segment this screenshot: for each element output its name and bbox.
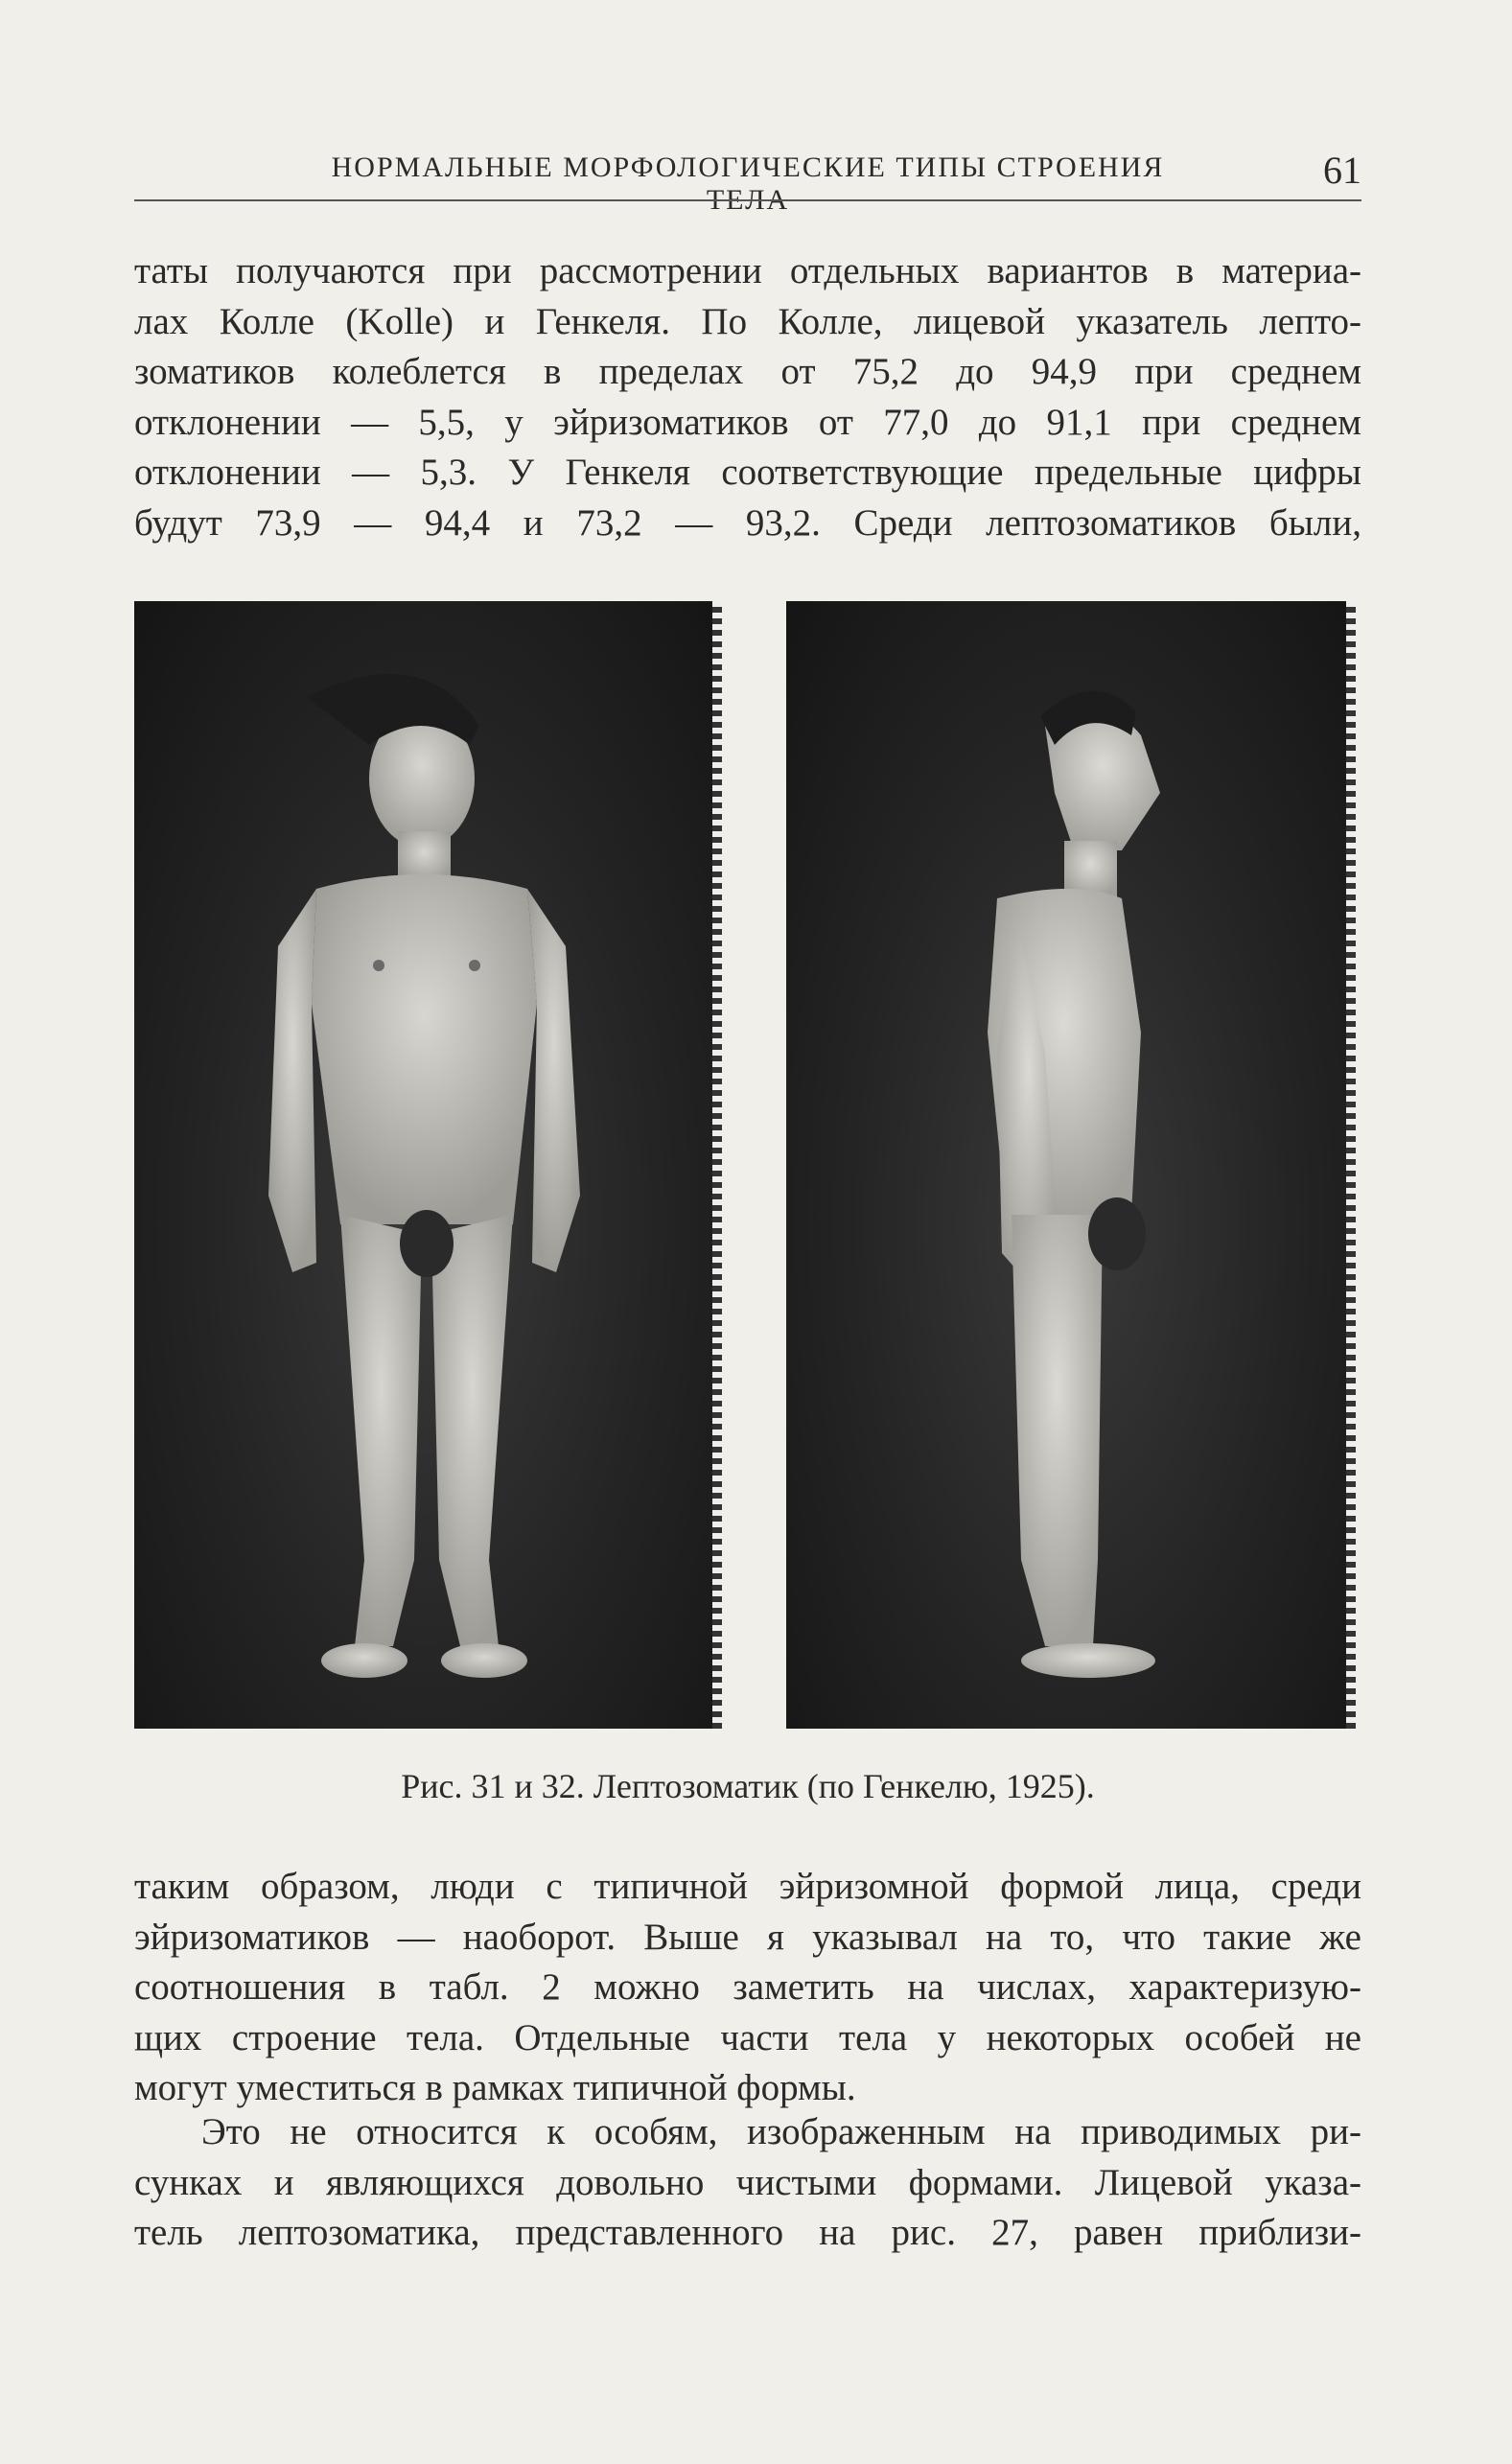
text-line: щих строение тела. Отдельные части тела у некоторых особей не	[134, 2016, 1361, 2058]
text-line: отклонении — 5,5, у эйризоматиков от 77,0 до 91,1 при среднем	[134, 401, 1361, 443]
figure-31-front-view-photo	[134, 601, 722, 1729]
running-head	[134, 149, 1361, 216]
text-line: сунках и являющихся довольно чистыми формами. Лицевой указа-	[134, 2161, 1361, 2203]
page-number: 61	[1323, 149, 1361, 192]
text-line: отклонении — 5,3. У Генкеля соответствующие предельные цифры	[134, 452, 1361, 493]
text-line: могут уместиться в рамках типичной формы.	[134, 2067, 856, 2108]
paragraph-2	[134, 1862, 1361, 2114]
side-view-figure-illustration	[786, 601, 1356, 1729]
text-line: лах Колле (Kolle) и Генкеля. По Колле, лицевой указатель лепто-	[134, 300, 1361, 342]
text-line: соотношения в табл. 2 можно заметить на числах, характеризую-	[134, 1966, 1361, 2008]
text-line: тель лептозоматика, представленного на рис. 27, равен приблизи-	[134, 2212, 1361, 2253]
text-line: зоматиков колеблется в пределах от 75,2 до 94,9 при среднем	[134, 351, 1361, 392]
figure-caption: Рис. 31 и 32. Лептозоматик (по Генкелю, 1925).	[401, 1767, 1095, 1805]
text-line: таты получаются при рассмотрении отдельных вариантов в материа-	[134, 250, 1361, 291]
text-line: Это не относится к особям, изображенным на приводимых ри-	[201, 2111, 1361, 2152]
text-line: будут 73,9 — 94,4 и 73,2 — 93,2. Среди лептозоматиков были,	[134, 501, 1361, 544]
figure-32-side-view-photo	[786, 601, 1356, 1729]
running-title: НОРМАЛЬНЫЕ МОРФОЛОГИЧЕСКИЕ ТИПЫ СТРОЕНИЯ ТЕЛА	[331, 151, 1165, 216]
paragraph-3	[134, 2107, 1361, 2259]
photo-edge-strip	[712, 601, 722, 1729]
text-line: таким образом, люди с типичной эйризомной формой лица, среди	[134, 1866, 1361, 1907]
front-view-figure-illustration	[134, 601, 722, 1729]
header-rule	[134, 199, 1361, 201]
paragraph-1	[134, 246, 1361, 548]
photo-edge-strip	[1346, 601, 1356, 1729]
text-line: эйризоматиков — наоборот. Выше я указывал на то, что такие же	[134, 1916, 1361, 1958]
